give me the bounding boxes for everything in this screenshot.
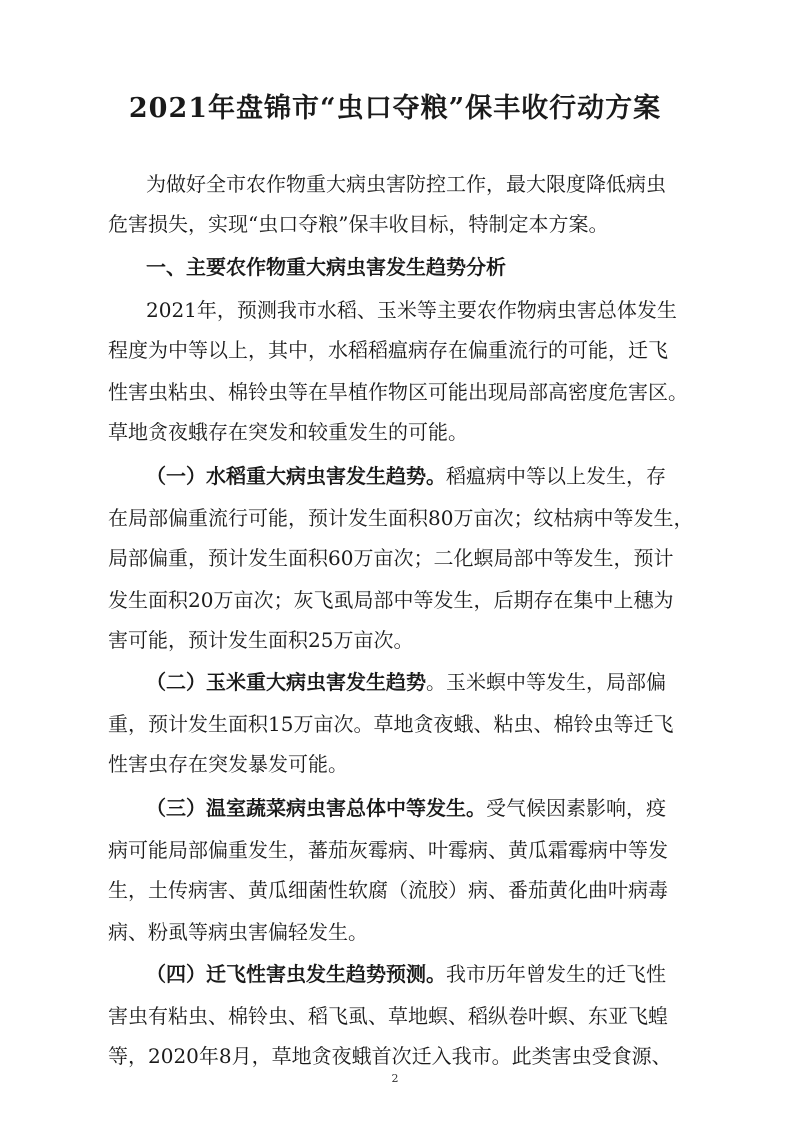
sub1-line-3: 局部偏重，预计发生面积60万亩次；二化螟局部中等发生，预计 (108, 546, 674, 570)
section-heading-1: 一、主要农作物重大病虫害发生趋势分析 (146, 255, 506, 279)
para1-line-3: 性害虫粘虫、棉铃虫等在旱植作物区可能出现局部高密度危害区。 (108, 380, 688, 404)
sub4-line-3: 等，2020年8月，草地贪夜蛾首次迁入我市。此类害虫受食源、 (108, 1044, 672, 1068)
intro-line-2: 危害损失，实现“虫口夺粮”保丰收目标，特制定本方案。 (108, 212, 609, 236)
sub3-first-line (146, 798, 666, 818)
sub3-heading: （三）温室蔬菜病虫害总体中等发生。 (146, 796, 486, 820)
sub1-first-line (146, 466, 666, 486)
sub2-heading: （二）玉米重大病虫害发生趋势 (146, 670, 426, 694)
page-number: 2 (391, 1072, 399, 1085)
sub1-first-text: 稻瘟病中等以上发生，存 (446, 464, 666, 488)
sub2-first-line (146, 672, 666, 692)
document-title: 2021年盘锦市“虫口夺粮”保丰收行动方案 (128, 93, 662, 124)
sub1-line-4: 发生面积20万亩次；灰飞虱局部中等发生，后期存在集中上穗为 (108, 588, 674, 612)
sub4-first-line (146, 964, 666, 984)
intro-line-1: 为做好全市农作物重大病虫害防控工作，最大限度降低病虫 (146, 172, 666, 196)
sub2-line-2: 重，预计发生面积15万亩次。草地贪夜蛾、粘虫、棉铃虫等迁飞 (108, 712, 674, 736)
para1-line-1: 2021年，预测我市水稻、玉米等主要农作物病虫害总体发生 (146, 298, 677, 322)
sub2-line-3: 性害虫存在突发暴发可能。 (108, 752, 348, 776)
sub2-first-text: 。玉米螟中等发生，局部偏 (426, 670, 666, 694)
sub3-line-3: 生，土传病害、黄瓜细菌性软腐（流胶）病、番茄黄化曲叶病毒 (108, 878, 668, 902)
sub4-first-text: 我市历年曾发生的迁飞性 (446, 962, 666, 986)
sub3-line-2: 病可能局部偏重发生，蕃茄灰霉病、叶霉病、黄瓜霜霉病中等发 (108, 838, 668, 862)
sub3-line-4: 病、粉虱等病虫害偏轻发生。 (108, 920, 368, 944)
sub1-line-5: 害可能，预计发生面积25万亩次。 (108, 628, 414, 652)
para1-line-2: 程度为中等以上，其中，水稻稻瘟病存在偏重流行的可能，迁飞 (108, 338, 668, 362)
sub1-heading: （一）水稻重大病虫害发生趋势。 (146, 464, 446, 488)
para1-line-4: 草地贪夜蛾存在突发和较重发生的可能。 (108, 420, 468, 444)
sub4-heading: （四）迁飞性害虫发生趋势预测。 (146, 962, 446, 986)
sub3-first-text: 受气候因素影响，疫 (486, 796, 666, 820)
sub4-line-2: 害虫有粘虫、棉铃虫、稻飞虱、草地螟、稻纵卷叶螟、东亚飞蝗 (108, 1004, 668, 1028)
sub1-line-2: 在局部偏重流行可能，预计发生面积80万亩次；纹枯病中等发生， (108, 506, 694, 530)
